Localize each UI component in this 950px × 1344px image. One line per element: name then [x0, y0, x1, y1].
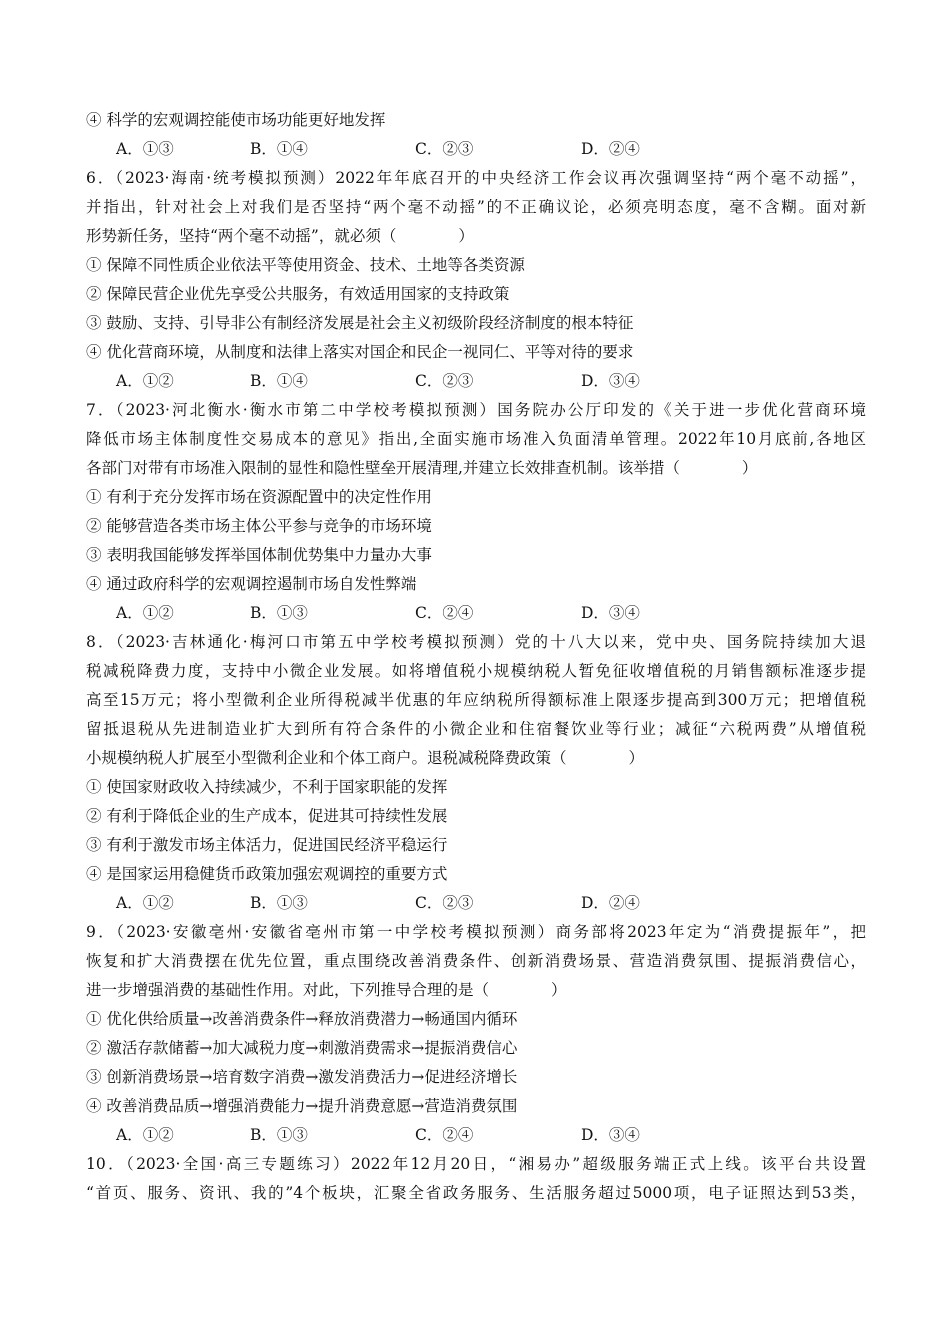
question-10 — [86, 1150, 866, 1208]
question-8 — [86, 628, 866, 918]
q6-statement-1: ① 保障不同性质企业依法平等使用资金、技术、土地等各类资源 — [86, 256, 525, 274]
q8-stem-line: 小规模纳税人扩展至小型微利企业和个体工商户。退税减税降费政策（ ） — [86, 749, 645, 767]
q8-option-a[interactable]: A．①② — [116, 894, 174, 912]
q7-stem-line: 7．（2023·河北衡水·衡水市第二中学校考模拟预测）国务院办公厅印发的《关于进一步优化营商环境 — [86, 401, 866, 419]
q9-option-b[interactable]: B．①③ — [250, 1126, 308, 1144]
q9-statement-2: ② 激活存款储蓄→加大减税力度→刺激消费需求→提振消费信心 — [86, 1039, 518, 1057]
q8-stem-line: 高至15万元；将小型微利企业所得税减半优惠的年应纳税所得额标准上限逐步提高到300万元；把增值税 — [86, 691, 866, 709]
q5-statement-4: ④ 科学的宏观调控能使市场功能更好地发挥 — [86, 111, 386, 129]
q9-stem-line: 恢复和扩大消费摆在优先位置，重点围绕改善消费条件、创新消费场景、营造消费氛围、提振消费信心， — [86, 952, 866, 970]
q8-options — [86, 889, 866, 918]
q8-stem-line: 留抵退税从先进制造业扩大到所有符合条件的小微企业和住宿餐饮业等行业；减征“六税两费”从增值税 — [86, 720, 866, 738]
q9-statement-3: ③ 创新消费场景→培育数字消费→激发消费活力→促进经济增长 — [86, 1068, 518, 1086]
q8-statement-1: ① 使国家财政收入持续减少，不利于国家职能的发挥 — [86, 778, 448, 796]
q5-option-a[interactable]: A．①③ — [116, 140, 174, 158]
q8-statement-4: ④ 是国家运用稳健货币政策加强宏观调控的重要方式 — [86, 865, 448, 883]
q6-option-b[interactable]: B．①④ — [250, 372, 308, 390]
q5-option-b[interactable]: B．①④ — [250, 140, 308, 158]
q6-statement-2: ② 保障民营企业优先享受公共服务，有效适用国家的支持政策 — [86, 285, 510, 303]
q9-stem-line: 进一步增强消费的基础性作用。对此，下列推导合理的是（ ） — [86, 981, 567, 999]
q8-option-b[interactable]: B．①③ — [250, 894, 308, 912]
q8-option-c[interactable]: C．②③ — [415, 894, 474, 912]
q8-option-d[interactable]: D．②④ — [581, 894, 640, 912]
q8-statement-3: ③ 有利于激发市场主体活力，促进国民经济平稳运行 — [86, 836, 448, 854]
q6-stem-line: 并指出，针对社会上对我们是否坚持“两个毫不动摇”的不正确议论，必须亮明态度，毫不含糊。面对新 — [86, 198, 866, 216]
q9-option-c[interactable]: C．②④ — [415, 1126, 474, 1144]
q9-option-d[interactable]: D．③④ — [581, 1126, 640, 1144]
q7-stem-line: 降低市场主体制度性交易成本的意见》指出,全面实施市场准入负面清单管理。2022年10月底前,各地区 — [86, 430, 866, 448]
q6-statement-4: ④ 优化营商环境，从制度和法律上落实对国企和民企一视同仁、平等对待的要求 — [86, 343, 634, 361]
question-6 — [86, 164, 866, 396]
q7-stem-line: 各部门对带有市场准入限制的显性和隐性壁垒开展清理,并建立长效排查机制。该举措（ ） — [86, 459, 758, 477]
q5-options — [86, 135, 866, 164]
q5-option-c[interactable]: C．②③ — [415, 140, 474, 158]
q7-option-b[interactable]: B．①③ — [250, 604, 308, 622]
q7-statement-4: ④ 通过政府科学的宏观调控遏制市场自发性弊端 — [86, 575, 417, 593]
q6-stem-line: 形势新任务，坚持“两个毫不动摇”，就必须（ ） — [86, 227, 474, 245]
question-7 — [86, 396, 866, 628]
q8-statement-2: ② 有利于降低企业的生产成本，促进其可持续性发展 — [86, 807, 448, 825]
q7-statement-3: ③ 表明我国能够发挥举国体制优势集中力量办大事 — [86, 546, 432, 564]
question-9 — [86, 918, 866, 1150]
q6-statement-3: ③ 鼓励、支持、引导非公有制经济发展是社会主义初级阶段经济制度的根本特征 — [86, 314, 634, 332]
q9-option-a[interactable]: A．①② — [116, 1126, 174, 1144]
q7-option-c[interactable]: C．②④ — [415, 604, 474, 622]
exam-page — [86, 106, 866, 1208]
q5-option-d[interactable]: D．②④ — [581, 140, 640, 158]
q9-options — [86, 1121, 866, 1150]
q9-statement-4: ④ 改善消费品质→增强消费能力→提升消费意愿→营造消费氛围 — [86, 1097, 518, 1115]
q7-statement-1: ① 有利于充分发挥市场在资源配置中的决定性作用 — [86, 488, 432, 506]
q8-stem-line: 8．（2023·吉林通化·梅河口市第五中学校考模拟预测）党的十八大以来，党中央、国务院持续加大退 — [86, 633, 866, 651]
q6-option-a[interactable]: A．①② — [116, 372, 174, 390]
q10-stem-line: 10．（2023·全国·高三专题练习）2022年12月20日，“湘易办”超级服务端正式上线。该平台共设置 — [86, 1155, 866, 1173]
q9-statement-1: ① 优化供给质量→改善消费条件→释放消费潜力→畅通国内循环 — [86, 1010, 518, 1028]
q6-option-c[interactable]: C．②③ — [415, 372, 474, 390]
q8-stem-line: 税减税降费力度，支持中小微企业发展。如将增值税小规模纳税人暂免征收增值税的月销售额标准逐步提 — [86, 662, 866, 680]
q6-options — [86, 367, 866, 396]
q7-option-d[interactable]: D．③④ — [581, 604, 640, 622]
q7-option-a[interactable]: A．①② — [116, 604, 174, 622]
q10-stem-line: “首页、服务、资讯、我的”4个板块，汇聚全省政务服务、生活服务超过5000项，电子证照达到53类， — [86, 1184, 866, 1202]
q6-option-d[interactable]: D．③④ — [581, 372, 640, 390]
q7-options — [86, 599, 866, 628]
q9-stem-line: 9．（2023·安徽亳州·安徽省亳州市第一中学校考模拟预测）商务部将2023年定为“消费提振年”，把 — [86, 923, 866, 941]
q7-statement-2: ② 能够营造各类市场主体公平参与竞争的市场环境 — [86, 517, 432, 535]
q6-stem-line: 6．（2023·海南·统考模拟预测）2022年年底召开的中央经济工作会议再次强调坚持“两个毫不动摇”， — [86, 169, 866, 187]
